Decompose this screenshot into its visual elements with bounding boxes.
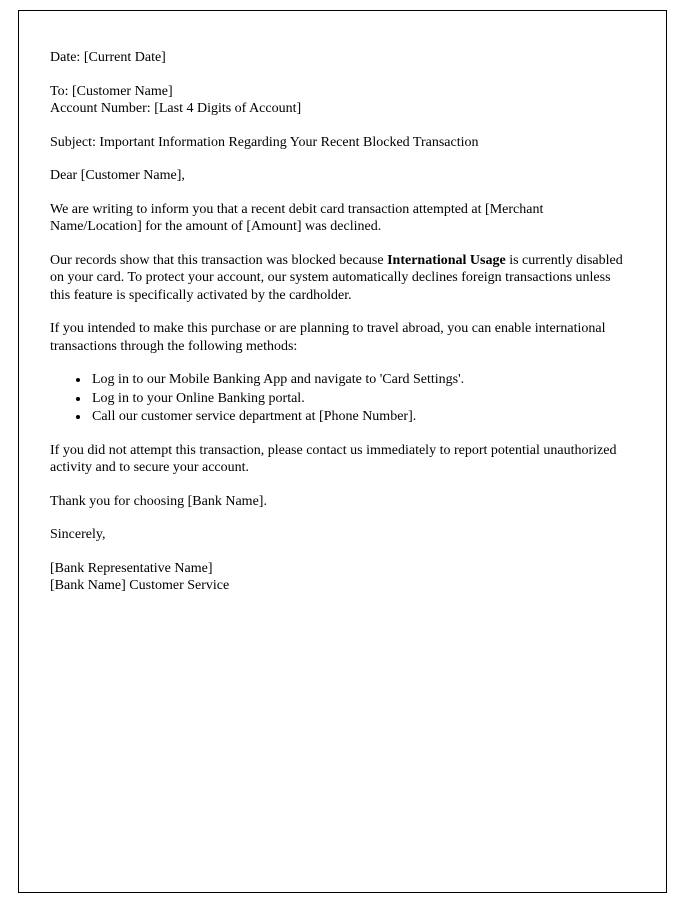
- signature-title: [Bank Name] Customer Service: [50, 578, 230, 593]
- list-item-customer-service: • Call our customer service department at [Phone Number].: [90, 408, 624, 426]
- paragraph-thanks: Thank you for choosing [Bank Name].: [50, 493, 267, 509]
- recipient-block: [50, 83, 624, 118]
- salutation: Dear [Customer Name],: [50, 168, 185, 183]
- reason-bold-international-usage: International Usage: [387, 252, 506, 268]
- to-line: To: [Customer Name]: [50, 83, 173, 99]
- signature-name: [Bank Representative Name]: [50, 560, 213, 576]
- account-number-line: Account Number: [Last 4 Digits of Account]: [50, 101, 302, 116]
- date-line: Date: [Current Date]: [50, 50, 166, 65]
- list-item-mobile-app: • Log in to our Mobile Banking App and navigate to 'Card Settings'.: [90, 371, 624, 389]
- letter-body: [19, 11, 666, 595]
- list-item-online-banking: • Log in to your Online Banking portal.: [90, 390, 624, 408]
- subject-line: Subject: Important Information Regarding Your Recent Blocked Transaction: [50, 134, 479, 150]
- methods-list: [50, 371, 624, 426]
- paragraph-enable-methods: If you intended to make this purchase or are planning to travel abroad, you can enable international transactions through the following methods:: [50, 321, 606, 354]
- letter-frame: [18, 10, 667, 893]
- paragraph-intro: We are writing to inform you that a recent debit card transaction attempted at [Merchant Name/Location] for the amount of [Amount] was declined.: [50, 201, 544, 234]
- closing: Sincerely,: [50, 527, 106, 542]
- reason-text-after: is currently disabled on your card. To protect your account, our system automatically declines foreign transactions unless this feature is specifically activated by the cardholder.: [50, 252, 623, 303]
- signature-block: [50, 560, 624, 595]
- paragraph-block-reason: [50, 252, 624, 305]
- reason-text-before: Our records show that this transaction was blocked because: [50, 252, 388, 268]
- paragraph-unauthorized: If you did not attempt this transaction, please contact us immediately to report potential unauthorized activity and to secure your account.: [50, 442, 617, 475]
